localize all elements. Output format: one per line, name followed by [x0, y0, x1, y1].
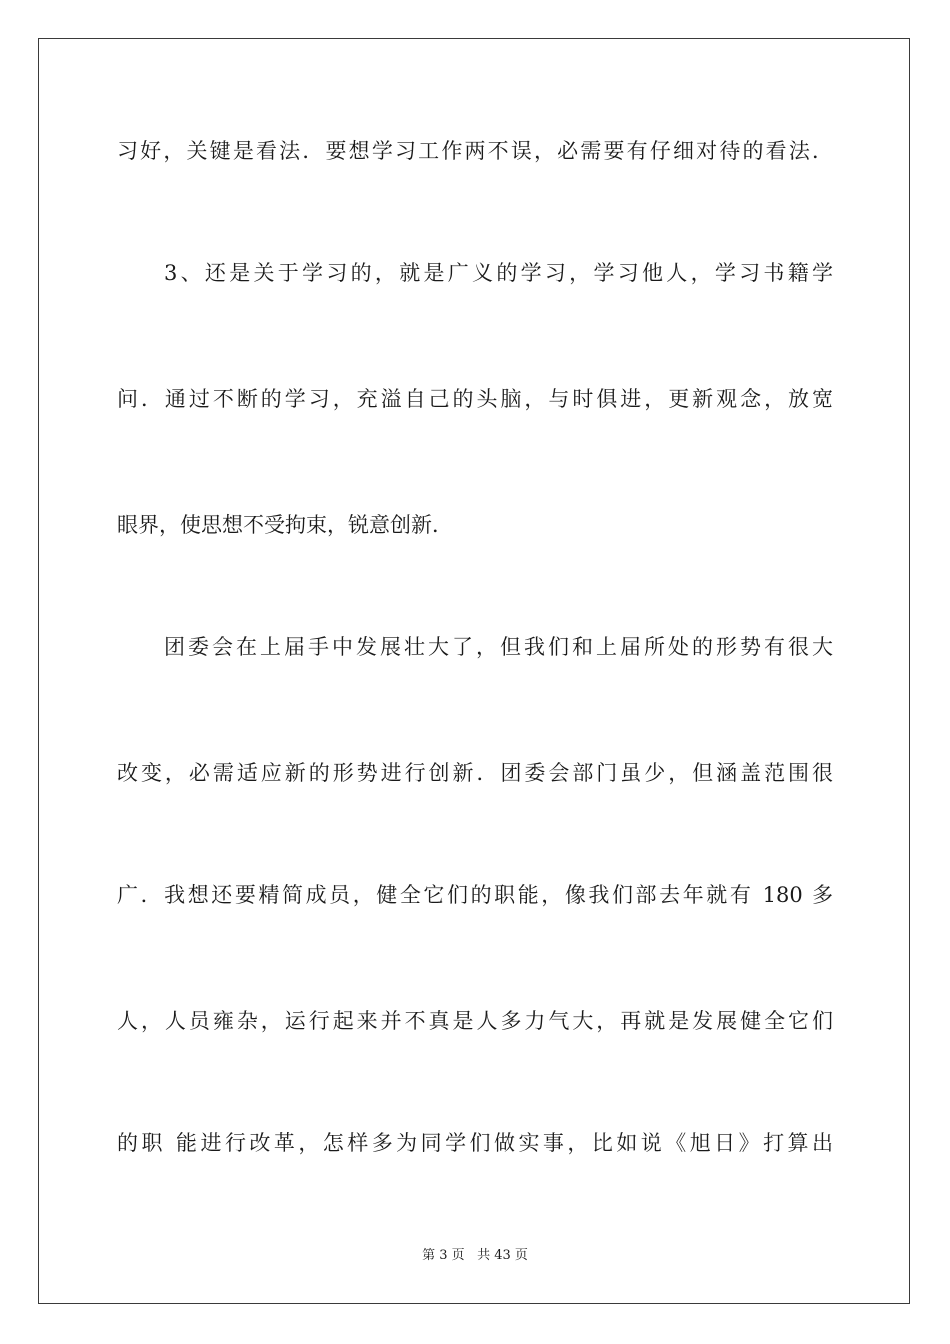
body-text-line: 习好，关键是看法．要想学习工作两不误，必需要有仔细对待的看法．	[117, 139, 833, 163]
body-text-line: 广．我想还要精简成员，健全它们的职能，像我们部去年就有 180 多	[117, 883, 833, 907]
body-text-line: 3、还是关于学习的，就是广义的学习，学习他人，学习书籍学	[164, 261, 833, 285]
page-total: 共 43 页	[477, 1248, 528, 1263]
body-text-line: 的职 能进行改革，怎样多为同学们做实事，比如说《旭日》打算出	[117, 1131, 833, 1155]
body-text-line: 问．通过不断的学习，充溢自己的头脑，与时俱进，更新观念，放宽	[117, 387, 833, 411]
page-footer	[0, 1247, 950, 1265]
body-text-line: 团委会在上届手中发展壮大了，但我们和上届所处的形势有很大	[164, 635, 833, 659]
body-text-line: 人，人员雍杂，运行起来并不真是人多力气大，再就是发展健全它们	[117, 1009, 833, 1033]
page-border	[38, 38, 910, 1304]
body-text-line: 改变，必需适应新的形势进行创新．团委会部门虽少，但涵盖范围很	[117, 761, 833, 785]
page-number: 第 3 页	[422, 1248, 465, 1263]
body-text-line: 眼界，使思想不受拘束，锐意创新．	[117, 513, 453, 537]
